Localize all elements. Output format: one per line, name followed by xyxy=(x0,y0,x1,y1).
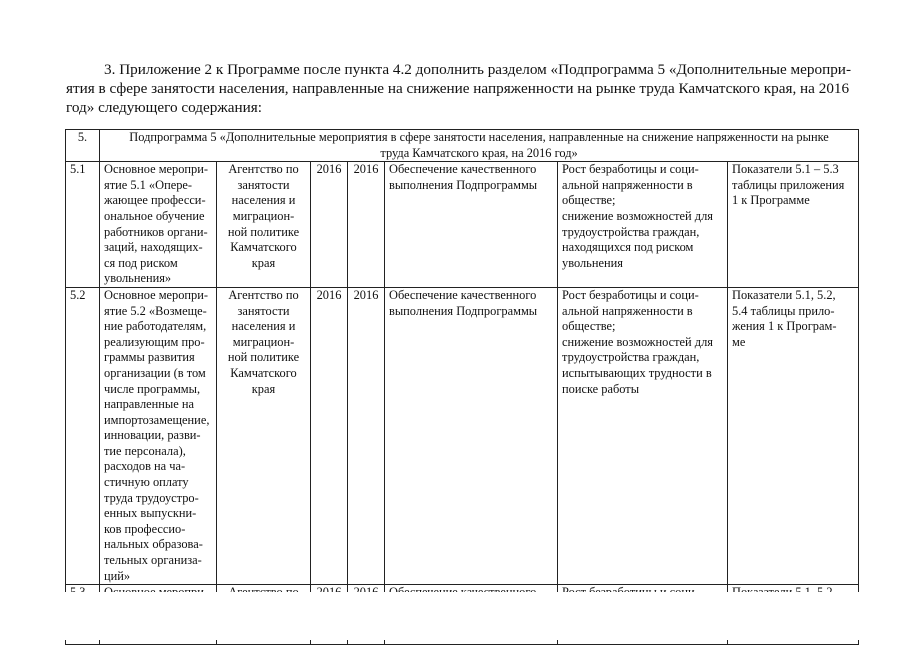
executor-line: миграцион- xyxy=(232,334,295,349)
result-line: снижение возможностей для xyxy=(562,208,713,223)
result-cell xyxy=(558,162,728,288)
header-title-line-2: труда Камчатского края, на 2016 год» xyxy=(380,145,578,160)
end-year-cell: 2016 xyxy=(348,162,385,288)
executor-line: ной политике xyxy=(227,350,300,365)
indicators-line: таблицы приложения xyxy=(732,177,845,192)
end-year-cell: 2016 xyxy=(348,287,385,584)
row-num: 5.2 xyxy=(66,287,100,584)
start-year-cell: 2016 xyxy=(311,162,348,288)
header-title xyxy=(100,130,859,162)
result-line: снижение возможностей для xyxy=(562,334,713,349)
result-line: Рост безработицы и соци- xyxy=(562,162,699,177)
row-num: 5.1 xyxy=(66,162,100,288)
executor-line: населения и xyxy=(231,193,296,208)
executor-line: ной политике xyxy=(227,224,300,239)
executor-line: Агентство по xyxy=(228,287,299,302)
result-line: поиске работы xyxy=(562,381,640,396)
indicators-line: 5.4 таблицы прило- xyxy=(732,303,835,318)
page-bottom-mask xyxy=(0,592,905,640)
result-line: Рост безработицы и соци- xyxy=(562,287,699,302)
indicators-line: Показатели 5.1 – 5.3 xyxy=(732,162,839,177)
measure-line: труда трудоустро- xyxy=(104,490,199,505)
measure-line: стичную оплату xyxy=(104,475,189,490)
subprogram-header-row xyxy=(66,130,859,162)
subprogram-table xyxy=(65,129,859,645)
measure-line: жающее професси- xyxy=(104,193,206,208)
intro-line-1: 3. Приложение 2 к Программе после пункта 4.2 дополнить разделом «Подпрограмма 5 «Дополнительные меропри- xyxy=(104,61,851,78)
measure-line: ся под риском xyxy=(104,255,178,270)
result-line: обществе; xyxy=(562,193,616,208)
measure-line: ций» xyxy=(104,568,131,583)
measure-line: реализующим про- xyxy=(104,334,205,349)
executor-line: Камчатского xyxy=(230,365,297,380)
measure-line: ков профессио- xyxy=(104,521,186,536)
result-line: альной напряженности в xyxy=(562,177,693,192)
measure-line: направленные на xyxy=(104,397,194,412)
table-row xyxy=(66,162,859,288)
result-line: обществе; xyxy=(562,319,616,334)
measure-line: тельных организа- xyxy=(104,553,202,568)
goal-line: выполнения Подпрограммы xyxy=(389,177,538,192)
table-row xyxy=(66,287,859,584)
measure-line: енных выпускни- xyxy=(104,506,197,521)
measure-line: тие персонала), xyxy=(104,443,186,458)
intro-paragraph xyxy=(66,60,856,117)
measure-line: ние работодателям, xyxy=(104,319,207,334)
executor-cell xyxy=(217,287,311,584)
executor-line: Камчатского xyxy=(230,240,297,255)
header-title-line-1: Подпрограмма 5 «Дополнительные мероприятия в сфере занятости населения, направленные на снижение напряженности на рынке xyxy=(129,130,829,144)
measure-line: ятие 5.1 «Опере- xyxy=(104,177,193,192)
intro-line-3: год» следующего содержания: xyxy=(66,99,262,116)
measure-line: работников органи- xyxy=(104,224,208,239)
result-line: испытывающих трудности в xyxy=(562,365,712,380)
result-line: увольнения xyxy=(562,255,623,270)
measure-line: Основное меропри- xyxy=(104,162,209,177)
executor-line: Агентство по xyxy=(228,162,299,177)
executor-line: населения и xyxy=(231,319,296,334)
executor-line: занятости xyxy=(237,177,290,192)
executor-cell xyxy=(217,162,311,288)
measure-line: расходов на ча- xyxy=(104,459,186,474)
start-year-cell: 2016 xyxy=(311,287,348,584)
indicators-line: ме xyxy=(732,334,746,349)
measure-line: импортозамещение, xyxy=(104,412,210,427)
indicators-cell xyxy=(728,287,859,584)
measure-cell xyxy=(100,162,217,288)
goal-line: Обеспечение качественного xyxy=(389,162,537,177)
measure-line: Основное меропри- xyxy=(104,287,209,302)
result-cell xyxy=(558,287,728,584)
executor-line: миграцион- xyxy=(232,208,295,223)
intro-line-2: ятия в сфере занятости населения, направленные на снижение напряженности на рынке труда Камчатского края, на 2016 xyxy=(66,80,850,97)
measure-line: ональное обучение xyxy=(104,208,205,223)
indicators-cell xyxy=(728,162,859,288)
result-line: находящихся под риском xyxy=(562,240,694,255)
result-line: альной напряженности в xyxy=(562,303,693,318)
executor-line: занятости xyxy=(237,303,290,318)
goal-cell xyxy=(385,287,558,584)
executor-line: края xyxy=(251,255,276,270)
measure-line: инновации, разви- xyxy=(104,428,201,443)
measure-line: нальных образова- xyxy=(104,537,203,552)
result-line: трудоустройства граждан, xyxy=(562,224,700,239)
measure-line: заций, находящих- xyxy=(104,240,203,255)
header-num: 5. xyxy=(66,130,100,162)
goal-line: Обеспечение качественного xyxy=(389,287,537,302)
indicators-line: Показатели 5.1, 5.2, xyxy=(732,287,836,302)
measure-cell xyxy=(100,287,217,584)
measure-line: ятие 5.2 «Возмеще- xyxy=(104,303,207,318)
measure-line: увольнения» xyxy=(104,271,172,286)
goal-line: выполнения Подпрограммы xyxy=(389,303,538,318)
indicators-line: 1 к Программе xyxy=(732,193,810,208)
indicators-line: жения 1 к Програм- xyxy=(732,319,837,334)
executor-line: края xyxy=(251,381,276,396)
measure-line: числе программы, xyxy=(104,381,201,396)
measure-line: граммы развития xyxy=(104,350,195,365)
result-line: трудоустройства граждан, xyxy=(562,350,700,365)
goal-cell xyxy=(385,162,558,288)
measure-line: организации (в том xyxy=(104,365,206,380)
